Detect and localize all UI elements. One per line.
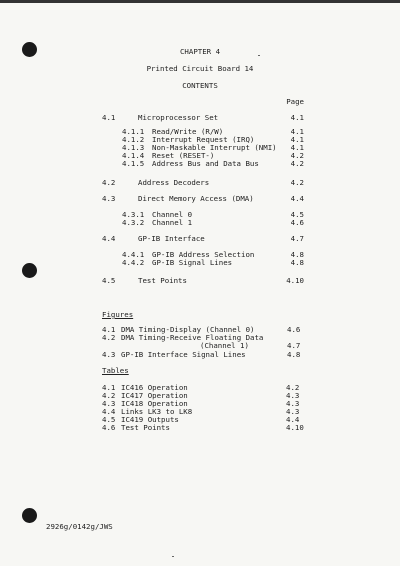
figure-page: 4.8 [287, 350, 301, 359]
document-reference: 2926g/0142g/JWS [46, 522, 113, 531]
toc-label: Address Bus and Data Bus [152, 159, 259, 168]
table-label: IC418 Operation [121, 399, 188, 408]
binder-hole-bottom [22, 508, 37, 523]
toc-page: 4.2 [290, 178, 304, 187]
toc-number: 4.1.3 [122, 143, 145, 152]
table-number: 4.2 [102, 391, 116, 400]
table-page: 4.4 [286, 415, 300, 424]
table-page: 4.10 [286, 423, 304, 432]
table-page: 4.3 [286, 399, 300, 408]
figure-number: 4.1 [102, 325, 116, 334]
toc-label: GP-IB Interface [138, 234, 205, 243]
toc-page: 4.1 [290, 127, 304, 136]
toc-number: 4.3 [102, 194, 116, 203]
toc-number: 4.4.1 [122, 250, 145, 259]
toc-label: Test Points [138, 276, 187, 285]
toc-page: 4.1 [290, 143, 304, 152]
figure-page: 4.6 [287, 325, 301, 334]
figures-heading: Figures [102, 310, 134, 319]
toc-number: 4.3.1 [122, 210, 145, 219]
table-label: Links LK3 to LK8 [121, 407, 193, 416]
figure-number: 4.2 [102, 333, 116, 342]
toc-label: Read/Write (R/W) [152, 127, 224, 136]
table-page: 4.3 [286, 407, 300, 416]
toc-label: Channel 1 [152, 218, 193, 227]
toc-label: Non-Maskable Interrupt (NMI) [152, 143, 277, 152]
figure-page: 4.7 [287, 341, 301, 350]
toc-number: 4.1.1 [122, 127, 145, 136]
toc-label: Reset (RESET-) [152, 151, 215, 160]
figure-label: DMA Timing-Receive Floating Data [121, 333, 264, 342]
table-number: 4.5 [102, 415, 116, 424]
table-label: IC417 Operation [121, 391, 188, 400]
table-number: 4.4 [102, 407, 116, 416]
toc-page: 4.5 [290, 210, 304, 219]
table-page: 4.3 [286, 391, 300, 400]
toc-number: 4.5 [102, 276, 116, 285]
toc-page: 4.1 [290, 113, 304, 122]
figure-label: GP-IB Interface Signal Lines [121, 350, 246, 359]
toc-number: 4.3.2 [122, 218, 145, 227]
scan-speck [172, 556, 174, 557]
toc-number: 4.4 [102, 234, 116, 243]
toc-page: 4.2 [290, 151, 304, 160]
toc-label: GP-IB Signal Lines [152, 258, 233, 267]
tables-heading: Tables [102, 366, 129, 375]
toc-label: GP-IB Address Selection [152, 250, 255, 259]
figure-number: 4.3 [102, 350, 116, 359]
chapter-number: CHAPTER 4 [179, 47, 221, 56]
contents-heading: CONTENTS [182, 81, 218, 90]
toc-page: 4.10 [286, 276, 304, 285]
toc-label: Microprocessor Set [138, 113, 219, 122]
toc-number: 4.1.4 [122, 151, 145, 160]
toc-page: 4.4 [290, 194, 304, 203]
page-column-heading: Page [286, 97, 304, 106]
table-label: Test Points [121, 423, 170, 432]
toc-page: 4.8 [290, 258, 304, 267]
toc-label: Direct Memory Access (DMA) [138, 194, 254, 203]
table-page: 4.2 [286, 383, 300, 392]
table-number: 4.6 [102, 423, 116, 432]
toc-number: 4.1 [102, 113, 116, 122]
scan-top-edge [0, 0, 400, 3]
toc-page: 4.8 [290, 250, 304, 259]
figure-label: (Channel 1) [200, 341, 249, 350]
toc-number: 4.4.2 [122, 258, 145, 267]
toc-label: Channel 0 [152, 210, 193, 219]
toc-page: 4.2 [290, 159, 304, 168]
toc-number: 4.1.5 [122, 159, 145, 168]
toc-page: 4.1 [290, 135, 304, 144]
table-number: 4.1 [102, 383, 116, 392]
toc-page: 4.6 [290, 218, 304, 227]
toc-number: 4.1.2 [122, 135, 145, 144]
table-number: 4.3 [102, 399, 116, 408]
toc-number: 4.2 [102, 178, 116, 187]
figure-label: DMA Timing-Display (Channel 0) [121, 325, 255, 334]
table-label: IC416 Operation [121, 383, 188, 392]
toc-label: Address Decoders [138, 178, 210, 187]
binder-hole-middle [22, 263, 37, 278]
toc-label: Interrupt Request (IRQ) [152, 135, 255, 144]
chapter-title: Printed Circuit Board 14 [146, 64, 254, 73]
table-label: IC419 Outputs [121, 415, 179, 424]
toc-page: 4.7 [290, 234, 304, 243]
